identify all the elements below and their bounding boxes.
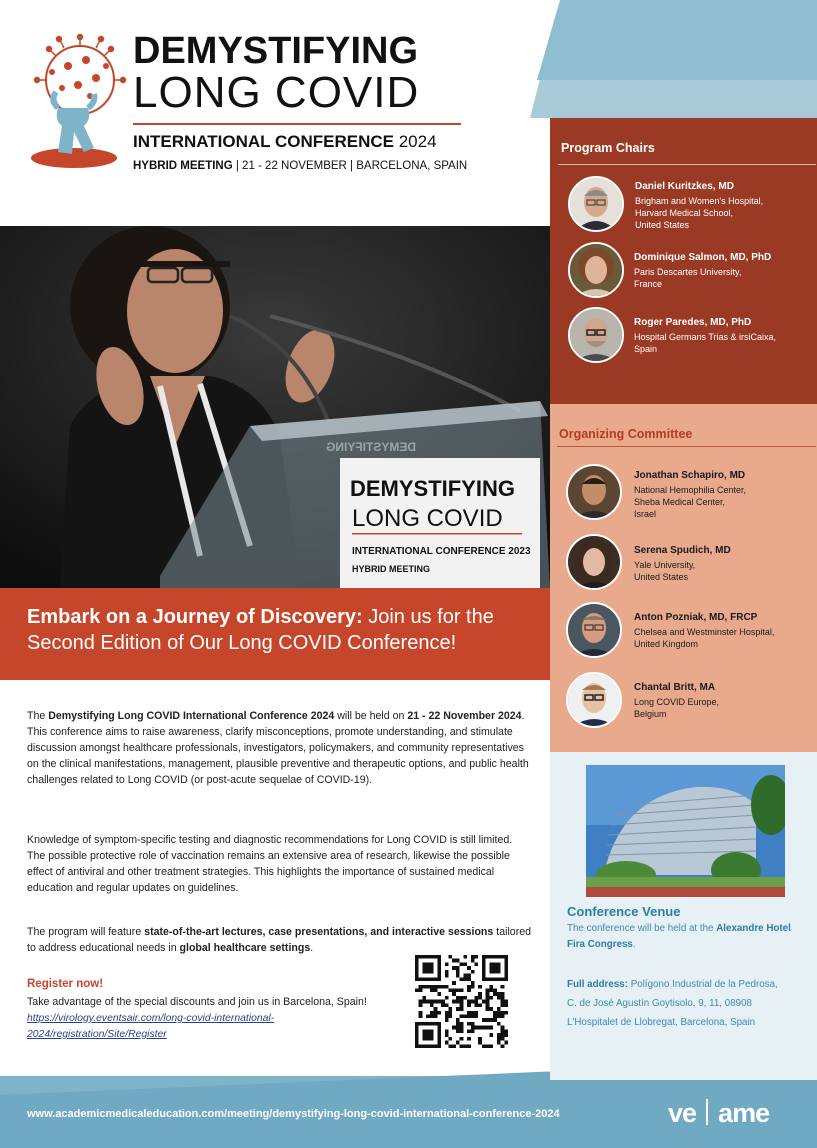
chair-name: Roger Paredes, MD, PhD (634, 317, 752, 328)
venue-photo (586, 765, 785, 897)
avatar (566, 602, 622, 658)
qr-code-icon[interactable] (415, 955, 508, 1048)
avatar (568, 307, 624, 363)
register-heading: Register now! (27, 978, 104, 990)
logo-divider (133, 123, 461, 125)
knowledge-paragraph: Knowledge of symptom-specific testing and diagnostic recommendations for Long COVID is still limited. The possible protective role of vaccination remains an extensive area of research, likewise the possible effect of antiviral and other treatment strategies. This highlights the importance of sustained medical education and regular updates on guidelines. (27, 834, 513, 894)
conference-title: INTERNATIONAL CONFERENCE 2024 (133, 132, 437, 151)
chair-name: Dominique Salmon, MD, PhD (634, 252, 772, 263)
organizing-committee-divider (557, 446, 816, 447)
committee-affiliation: Chelsea and Westminster Hospital, United Kingdom (634, 627, 775, 649)
avatar (566, 672, 622, 728)
podium-line3: INTERNATIONAL CONFERENCE 2023 (352, 546, 531, 557)
headline-text: Embark on a Journey of Discovery: Join us for the Second Edition of Our Long COVID Conference! (27, 606, 494, 654)
logo-title-line2: LONG COVID (133, 68, 420, 117)
intro-paragraph: The Demystifying Long COVID International Conference 2024 will be held on 21 - 22 November 2024. This conference aims to raise awareness, clarify misconceptions, promote understanding, and stimulate discussion amongst healthcare professionals, investigators, policymakers, and community representatives on the clinical manifestations, management, plausible preventive and therapeutic options, and public health challenges related to Long COVID (or post-acute sequelae of COVID-19). (27, 710, 529, 786)
chair-affiliation: Paris Descartes University, France (634, 267, 742, 289)
program-chairs-heading: Program Chairs (561, 141, 655, 155)
avatar (568, 176, 624, 232)
registration-link[interactable]: https://virology.eventsair.com/long-covid-international-2024/registration/Site/Register (27, 1013, 275, 1040)
podium-back-text: DEMYSTIFYING (325, 440, 416, 454)
committee-name: Serena Spudich, MD (634, 545, 731, 556)
meeting-info: HYBRID MEETING | 21 - 22 NOVEMBER | BARCELONA, SPAIN (133, 160, 468, 172)
committee-affiliation: Yale University, United States (634, 560, 696, 582)
venue-description: The conference will be held at the Alexandre Hotel Fira Congress. (567, 923, 791, 950)
register-text: Take advantage of the special discounts and join us in Barcelona, Spain! (27, 996, 367, 1008)
avatar (566, 534, 622, 590)
podium-line1: DEMYSTIFYING (350, 476, 516, 501)
avatar (566, 464, 622, 520)
committee-affiliation: National Hemophilia Center, Sheba Medical Center, Israel (634, 485, 747, 519)
committee-name: Anton Pozniak, MD, FRCP (634, 612, 758, 623)
committee-name: Chantal Britt, MA (634, 682, 716, 693)
footer-website-link[interactable]: www.academicmedicaleducation.com/meeting/demystifying-long-covid-international-conference-2024 (27, 1108, 560, 1120)
program-paragraph: The program will feature state-of-the-art lectures, case presentations, and interactive sessions tailored to address educational needs in global healthcare settings. (27, 926, 532, 954)
footer-logos (668, 1098, 769, 1129)
speaker-photo (0, 226, 550, 588)
ame-logo: ame (718, 1098, 770, 1128)
organizing-committee-heading: Organizing Committee (559, 427, 693, 441)
ve-logo: ve (668, 1098, 697, 1128)
program-chairs-divider (558, 164, 816, 165)
chair-affiliation: Brigham and Women's Hospital, Harvard Medical School, United States (635, 196, 764, 230)
venue-address: Full address: Polígono Industrial de la Pedrosa, C. de José Agustín Goytisolo, 9, 11, 08908 L'Hospitalet de Llobregat, Barcelona, Spain (567, 979, 778, 1028)
podium-line4: HYBRID MEETING (352, 564, 431, 574)
committee-affiliation: Long COVID Europe, Belgium (634, 697, 720, 719)
virus-logo (28, 30, 128, 172)
logo-title-line1: DEMYSTIFYING (133, 30, 419, 72)
committee-name: Jonathan Schapiro, MD (634, 470, 746, 481)
podium-line2: LONG COVID (352, 505, 503, 532)
chair-name: Daniel Kuritzkes, MD (635, 181, 734, 192)
venue-heading: Conference Venue (567, 904, 681, 919)
chair-affiliation: Hospital Germans Trias & irsiCaixa, Spain (634, 332, 777, 354)
avatar (568, 242, 624, 298)
